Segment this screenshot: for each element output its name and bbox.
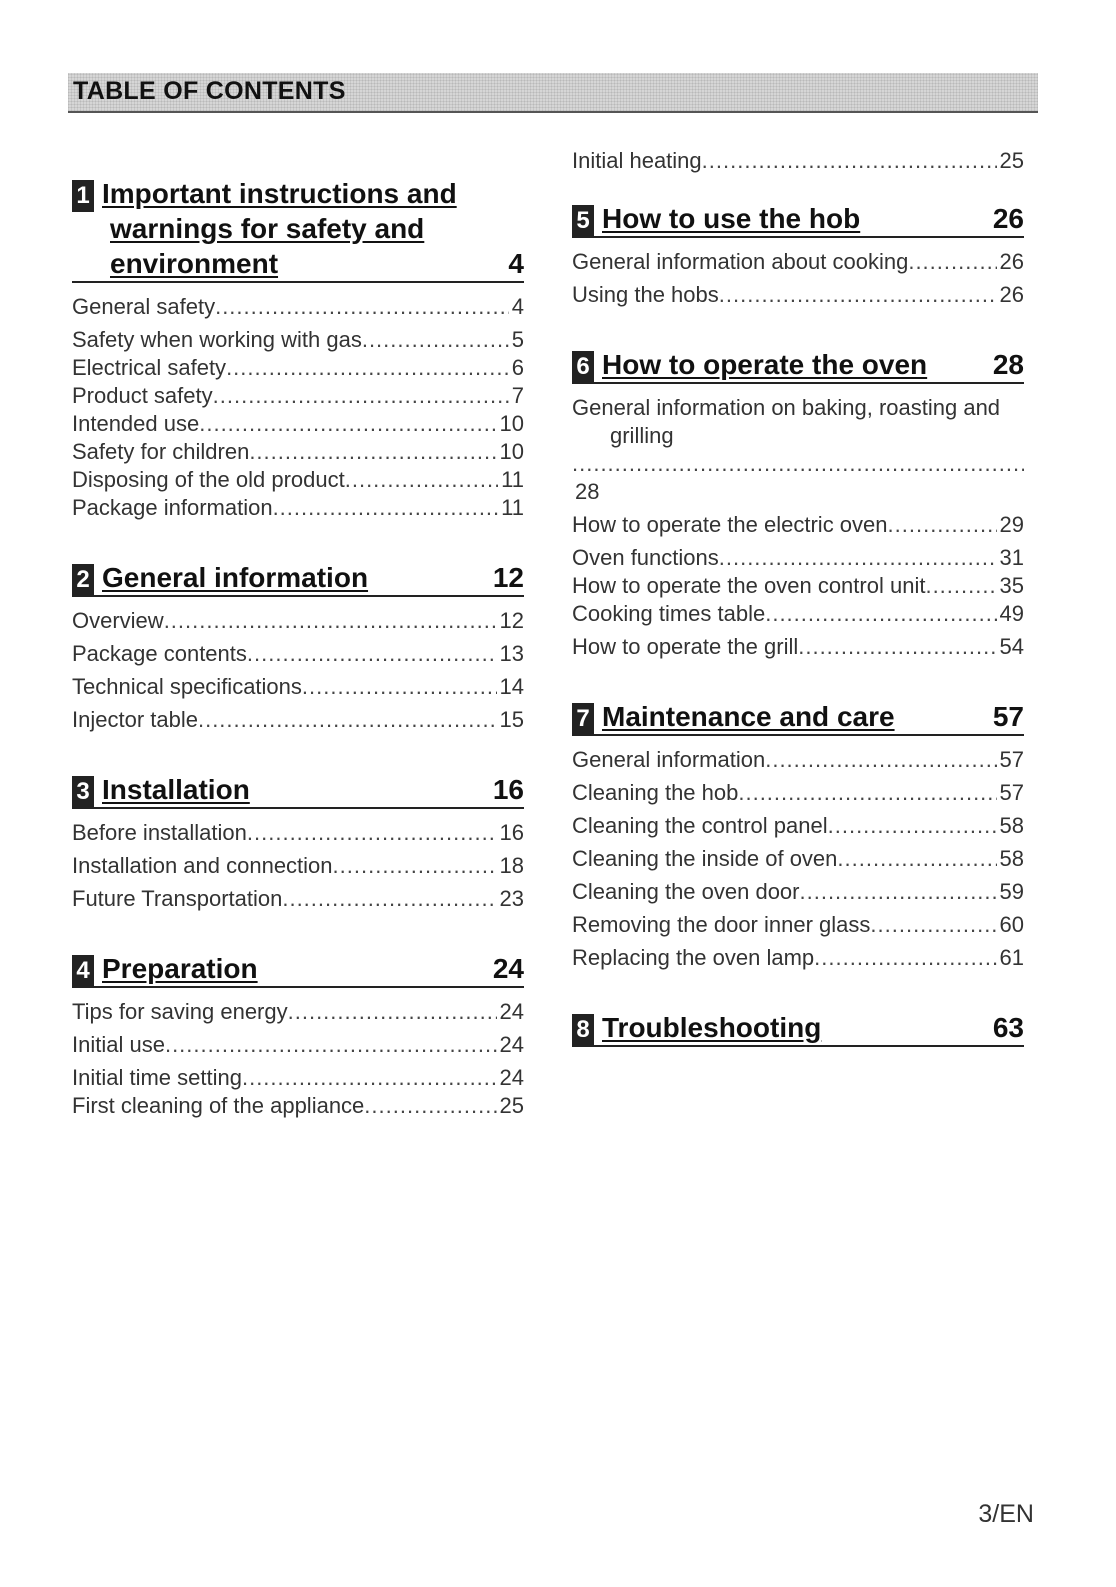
section-title: Troubleshooting <box>602 1012 822 1043</box>
toc-entry[interactable]: Tips for saving energy ..... 24 <box>72 998 524 1026</box>
toc-entry[interactable]: Technical specifications ..... 14 <box>72 673 524 701</box>
section-7-entries <box>572 746 1024 972</box>
section-page-number: 28 <box>992 349 1024 380</box>
section-3-entries <box>72 819 524 913</box>
page-number-footer: 3/EN <box>978 1500 1034 1528</box>
section-number-badge: 3 <box>72 776 94 808</box>
toc-entry[interactable]: Electrical safety ..... 6 <box>72 354 524 382</box>
toc-entry[interactable]: General information on baking, roasting and grilling ..... 28 <box>572 394 1024 506</box>
toc-entry[interactable]: Removing the door inner glass ..... 60 <box>572 911 1024 939</box>
section-number-badge: 6 <box>572 351 594 383</box>
section-heading-3[interactable] <box>72 772 524 809</box>
toc-entry[interactable]: Oven functions ..... 31 <box>572 544 1024 572</box>
section-page-number: 4 <box>508 248 524 279</box>
section-heading-2[interactable] <box>72 560 524 597</box>
toc-entry[interactable]: Initial time setting ..... 24 <box>72 1064 524 1092</box>
toc-column-right <box>572 136 1024 1057</box>
section-1-entries <box>72 293 524 522</box>
toc-entry[interactable]: Initial use ..... 24 <box>72 1031 524 1059</box>
toc-entry[interactable]: Installation and connection ..... 18 <box>72 852 524 880</box>
section-title: General information <box>102 562 369 593</box>
section-5-entries <box>572 248 1024 309</box>
section-heading-4[interactable] <box>72 951 524 988</box>
toc-entry[interactable]: Injector table ..... 15 <box>72 706 524 734</box>
toc-entry[interactable]: General information about cooking ..... 26 <box>572 248 1024 276</box>
toc-entry[interactable]: Cooking times table ..... 49 <box>572 600 1024 628</box>
section-4-entries <box>72 998 524 1120</box>
toc-entry[interactable]: Initial heating ..... 25 <box>572 147 1024 175</box>
toc-entry[interactable]: Before installation ..... 16 <box>72 819 524 847</box>
section-heading-6[interactable] <box>572 347 1024 384</box>
section-title: How to use the hob <box>602 203 861 234</box>
toc-entry[interactable]: Intended use ..... 10 <box>72 410 524 438</box>
toc-entry[interactable]: Overview ..... 12 <box>72 607 524 635</box>
toc-entry[interactable]: How to operate the grill ..... 54 <box>572 633 1024 661</box>
section-heading-8[interactable] <box>572 1010 1024 1047</box>
section-page-number: 26 <box>992 203 1024 234</box>
toc-entry[interactable]: Safety for children ..... 10 <box>72 438 524 466</box>
section-number-badge: 2 <box>72 564 94 596</box>
toc-entry[interactable]: Cleaning the oven door ..... 59 <box>572 878 1024 906</box>
toc-entry[interactable]: Package information ..... 11 <box>72 494 524 522</box>
section-page-number: 63 <box>992 1012 1024 1043</box>
section-title: Installation <box>102 774 250 805</box>
toc-column-left <box>72 136 524 1120</box>
toc-entry[interactable]: Package contents ..... 13 <box>72 640 524 668</box>
toc-entry[interactable]: Disposing of the old product ..... 11 <box>72 466 524 494</box>
section-heading-7[interactable] <box>572 699 1024 736</box>
toc-entry[interactable]: First cleaning of the appliance ..... 25 <box>72 1092 524 1120</box>
toc-entry[interactable]: Using the hobs ..... 26 <box>572 281 1024 309</box>
toc-banner <box>68 73 1038 113</box>
section-page-number: 12 <box>492 562 524 593</box>
section-page-number: 24 <box>492 953 524 984</box>
section-6-entries <box>572 394 1024 661</box>
section-page-number: 16 <box>492 774 524 805</box>
toc-entry[interactable]: Product safety ..... 7 <box>72 382 524 410</box>
section-number-badge: 7 <box>572 703 594 735</box>
toc-entry[interactable]: General safety ..... 4 <box>72 293 524 321</box>
section-number-badge: 8 <box>572 1014 594 1046</box>
toc-entry[interactable]: Cleaning the inside of oven ..... 58 <box>572 845 1024 873</box>
toc-entry[interactable]: Cleaning the control panel ..... 58 <box>572 812 1024 840</box>
toc-entry[interactable]: How to operate the electric oven ..... 29 <box>572 511 1024 539</box>
section-title: How to operate the oven <box>602 349 928 380</box>
section-title: Important instructions and warnings for safety and environment <box>102 178 457 279</box>
section-page-number: 57 <box>992 701 1024 732</box>
toc-title: TABLE OF CONTENTS <box>73 77 346 105</box>
toc-entry[interactable]: How to operate the oven control unit ..... 35 <box>572 572 1024 600</box>
section-2-entries <box>72 607 524 734</box>
section-title: Maintenance and care <box>602 701 895 732</box>
toc-entry[interactable]: Future Transportation ..... 23 <box>72 885 524 913</box>
toc-entry[interactable]: General information ..... 57 <box>572 746 1024 774</box>
section-title: Preparation <box>102 953 258 984</box>
toc-entry[interactable]: Cleaning the hob ..... 57 <box>572 779 1024 807</box>
section-number-badge: 4 <box>72 955 94 987</box>
section-number-badge: 5 <box>572 205 594 237</box>
toc-entry[interactable]: Replacing the oven lamp ..... 61 <box>572 944 1024 972</box>
section-number-badge: 1 <box>72 180 94 212</box>
section-heading-5[interactable] <box>572 201 1024 238</box>
toc-entry[interactable]: Safety when working with gas ..... 5 <box>72 326 524 354</box>
section-heading-1[interactable] <box>72 176 524 283</box>
